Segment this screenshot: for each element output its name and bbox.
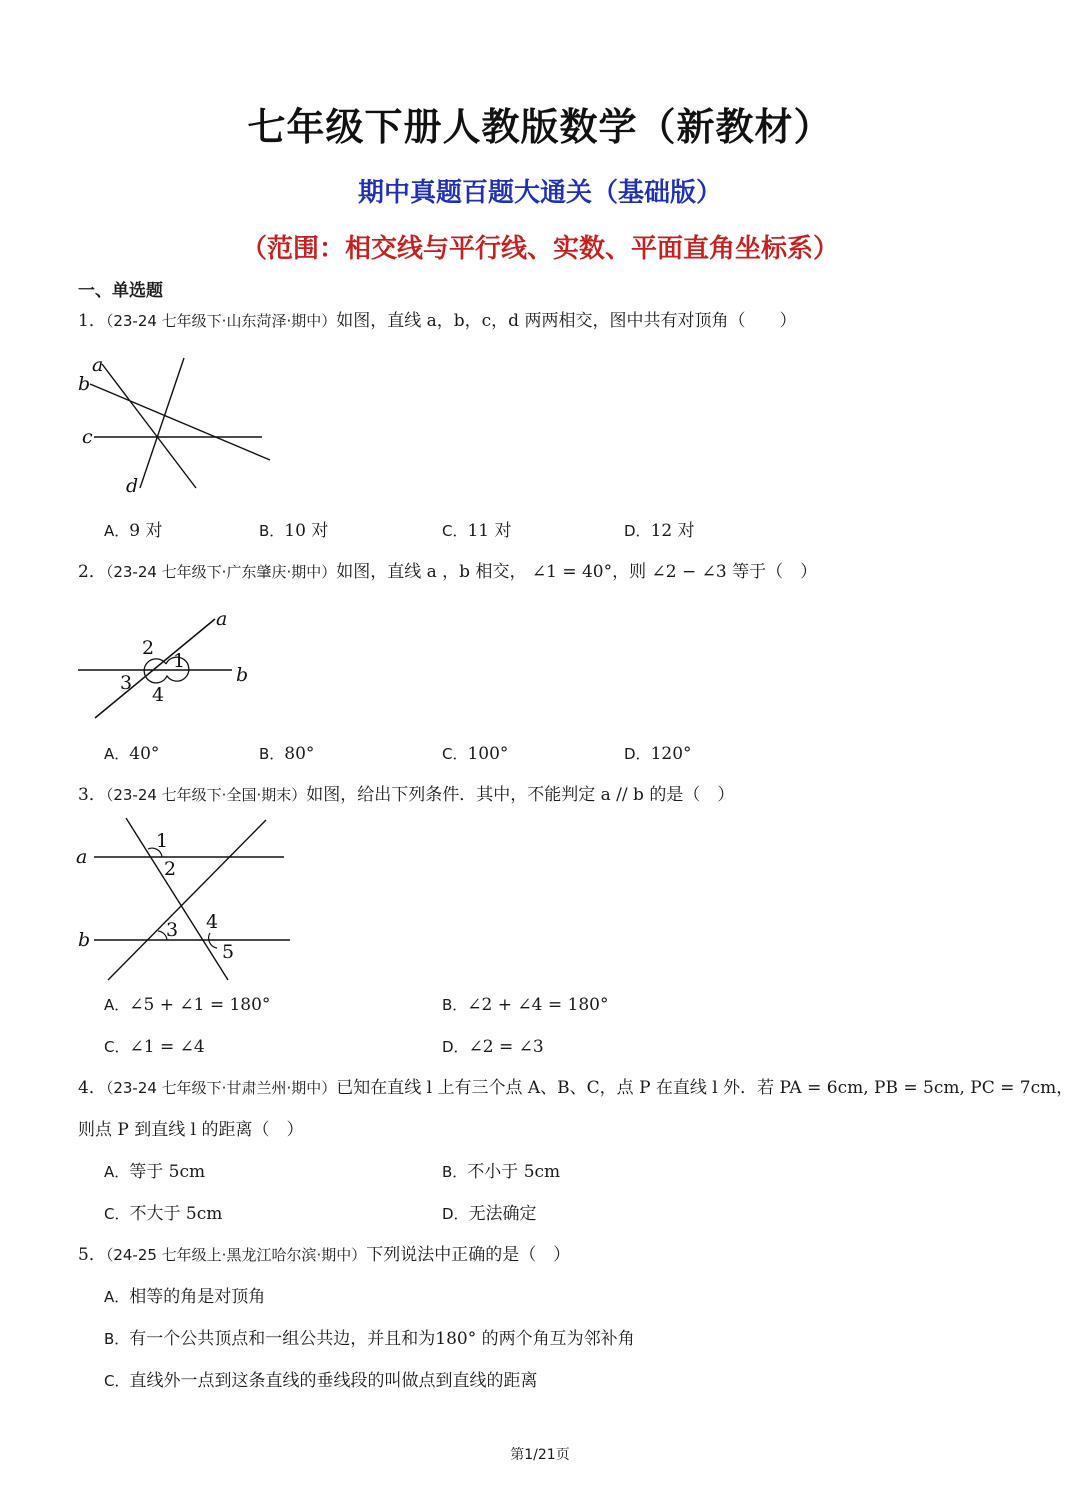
question-1 <box>78 309 796 333</box>
question-text: 如图，直线 a ，b 相交， ∠1 = 40°，则 ∠2 − ∠3 等于（ ） <box>336 562 818 582</box>
angle-label-4: 4 <box>206 911 219 933</box>
line-label-c: c <box>82 426 93 448</box>
line-label-b: b <box>78 929 91 951</box>
document-scope: （范围：相交线与平行线、实数、平面直角坐标系） <box>240 234 839 264</box>
figure-q3 <box>70 812 300 987</box>
question-text: 如图，直线 a，b，c，d 两两相交，图中共有对顶角（ ） <box>336 311 797 331</box>
q1-option-a[interactable]: A．9 对 <box>104 521 163 541</box>
q5-option-c[interactable]: C．直线外一点到这条直线的垂线段的叫做点到直线的距离 <box>104 1371 538 1391</box>
document-subtitle: 期中真题百题大通关（基础版） <box>357 178 722 208</box>
angle-label-2: 2 <box>164 858 177 880</box>
q2-option-d[interactable]: D．120° <box>624 744 692 764</box>
question-3 <box>78 783 734 807</box>
q1-option-b[interactable]: B．10 对 <box>259 521 329 541</box>
question-text: 已知在直线 l 上有三个点 A、B、C，点 P 在直线 l 外．若 PA = 6cm, PB = 5cm, PC = 7cm， <box>336 1078 1074 1098</box>
question-4 <box>78 1076 1073 1100</box>
q1-option-d[interactable]: D．12 对 <box>624 521 695 541</box>
q3-option-d[interactable]: D．∠2 = ∠3 <box>442 1037 544 1057</box>
line-label-b: b <box>236 664 249 686</box>
question-text: 如图，给出下列条件．其中，不能判定 a // b 的是（ ） <box>306 785 735 805</box>
page-number: 第1/21页 <box>510 1447 570 1463</box>
angle-label-1: 1 <box>156 830 169 852</box>
document-title: 七年级下册人教版数学（新教材） <box>247 105 833 149</box>
line-label-a: a <box>76 846 88 868</box>
question-source: （24-25 七年级上·黑龙江哈尔滨·期中） <box>105 1246 367 1264</box>
question-2 <box>78 560 817 584</box>
question-source: （23-24 七年级下·广东肇庆·期中） <box>105 563 337 581</box>
q2-option-b[interactable]: B．80° <box>259 744 315 764</box>
question-number: 1． <box>78 311 106 331</box>
question-5 <box>78 1243 570 1267</box>
q4-option-a[interactable]: A．等于 5cm <box>104 1162 206 1182</box>
question-number: 4． <box>78 1078 106 1098</box>
question-4-continued: 则点 P 到直线 l 的距离（ ） <box>78 1120 304 1140</box>
angle-label-5: 5 <box>222 941 235 963</box>
q3-option-c[interactable]: C．∠1 = ∠4 <box>104 1037 205 1057</box>
line-label-a: a <box>216 608 228 630</box>
line-label-b: b <box>78 373 91 395</box>
q4-option-c[interactable]: C．不大于 5cm <box>104 1204 223 1224</box>
q4-option-b[interactable]: B．不小于 5cm <box>442 1162 561 1182</box>
angle-label-4: 4 <box>152 684 165 706</box>
section-heading: 一、单选题 <box>78 281 163 301</box>
angle-label-2: 2 <box>142 637 155 659</box>
question-number: 2． <box>78 562 106 582</box>
question-source: （23-24 七年级下·甘肃兰州·期中） <box>105 1079 337 1097</box>
q1-option-c[interactable]: C．11 对 <box>442 521 512 541</box>
angle-label-3: 3 <box>120 672 133 694</box>
angle-label-1: 1 <box>173 650 186 672</box>
q5-option-b[interactable]: B．有一个公共顶点和一组公共边，并且和为180° 的两个角互为邻补角 <box>104 1329 635 1349</box>
q4-option-d[interactable]: D．无法确定 <box>442 1204 537 1224</box>
angle-label-3: 3 <box>166 919 179 941</box>
q5-option-a[interactable]: A．相等的角是对顶角 <box>104 1287 266 1307</box>
q3-option-b[interactable]: B．∠2 + ∠4 = 180° <box>442 995 609 1015</box>
q2-option-c[interactable]: C．100° <box>442 744 509 764</box>
line-label-a: a <box>92 354 104 376</box>
question-number: 5． <box>78 1245 106 1265</box>
question-source: （23-24 七年级下·全国·期末） <box>105 786 307 804</box>
q2-option-a[interactable]: A．40° <box>104 744 160 764</box>
figure-q1 <box>70 350 290 500</box>
question-number: 3． <box>78 785 106 805</box>
question-source: （23-24 七年级下·山东菏泽·期中） <box>105 312 337 330</box>
question-text: 下列说法中正确的是（ ） <box>366 1245 571 1265</box>
figure-q2 <box>70 605 270 725</box>
q3-option-a[interactable]: A．∠5 + ∠1 = 180° <box>104 995 271 1015</box>
line-label-d: d <box>126 475 139 497</box>
